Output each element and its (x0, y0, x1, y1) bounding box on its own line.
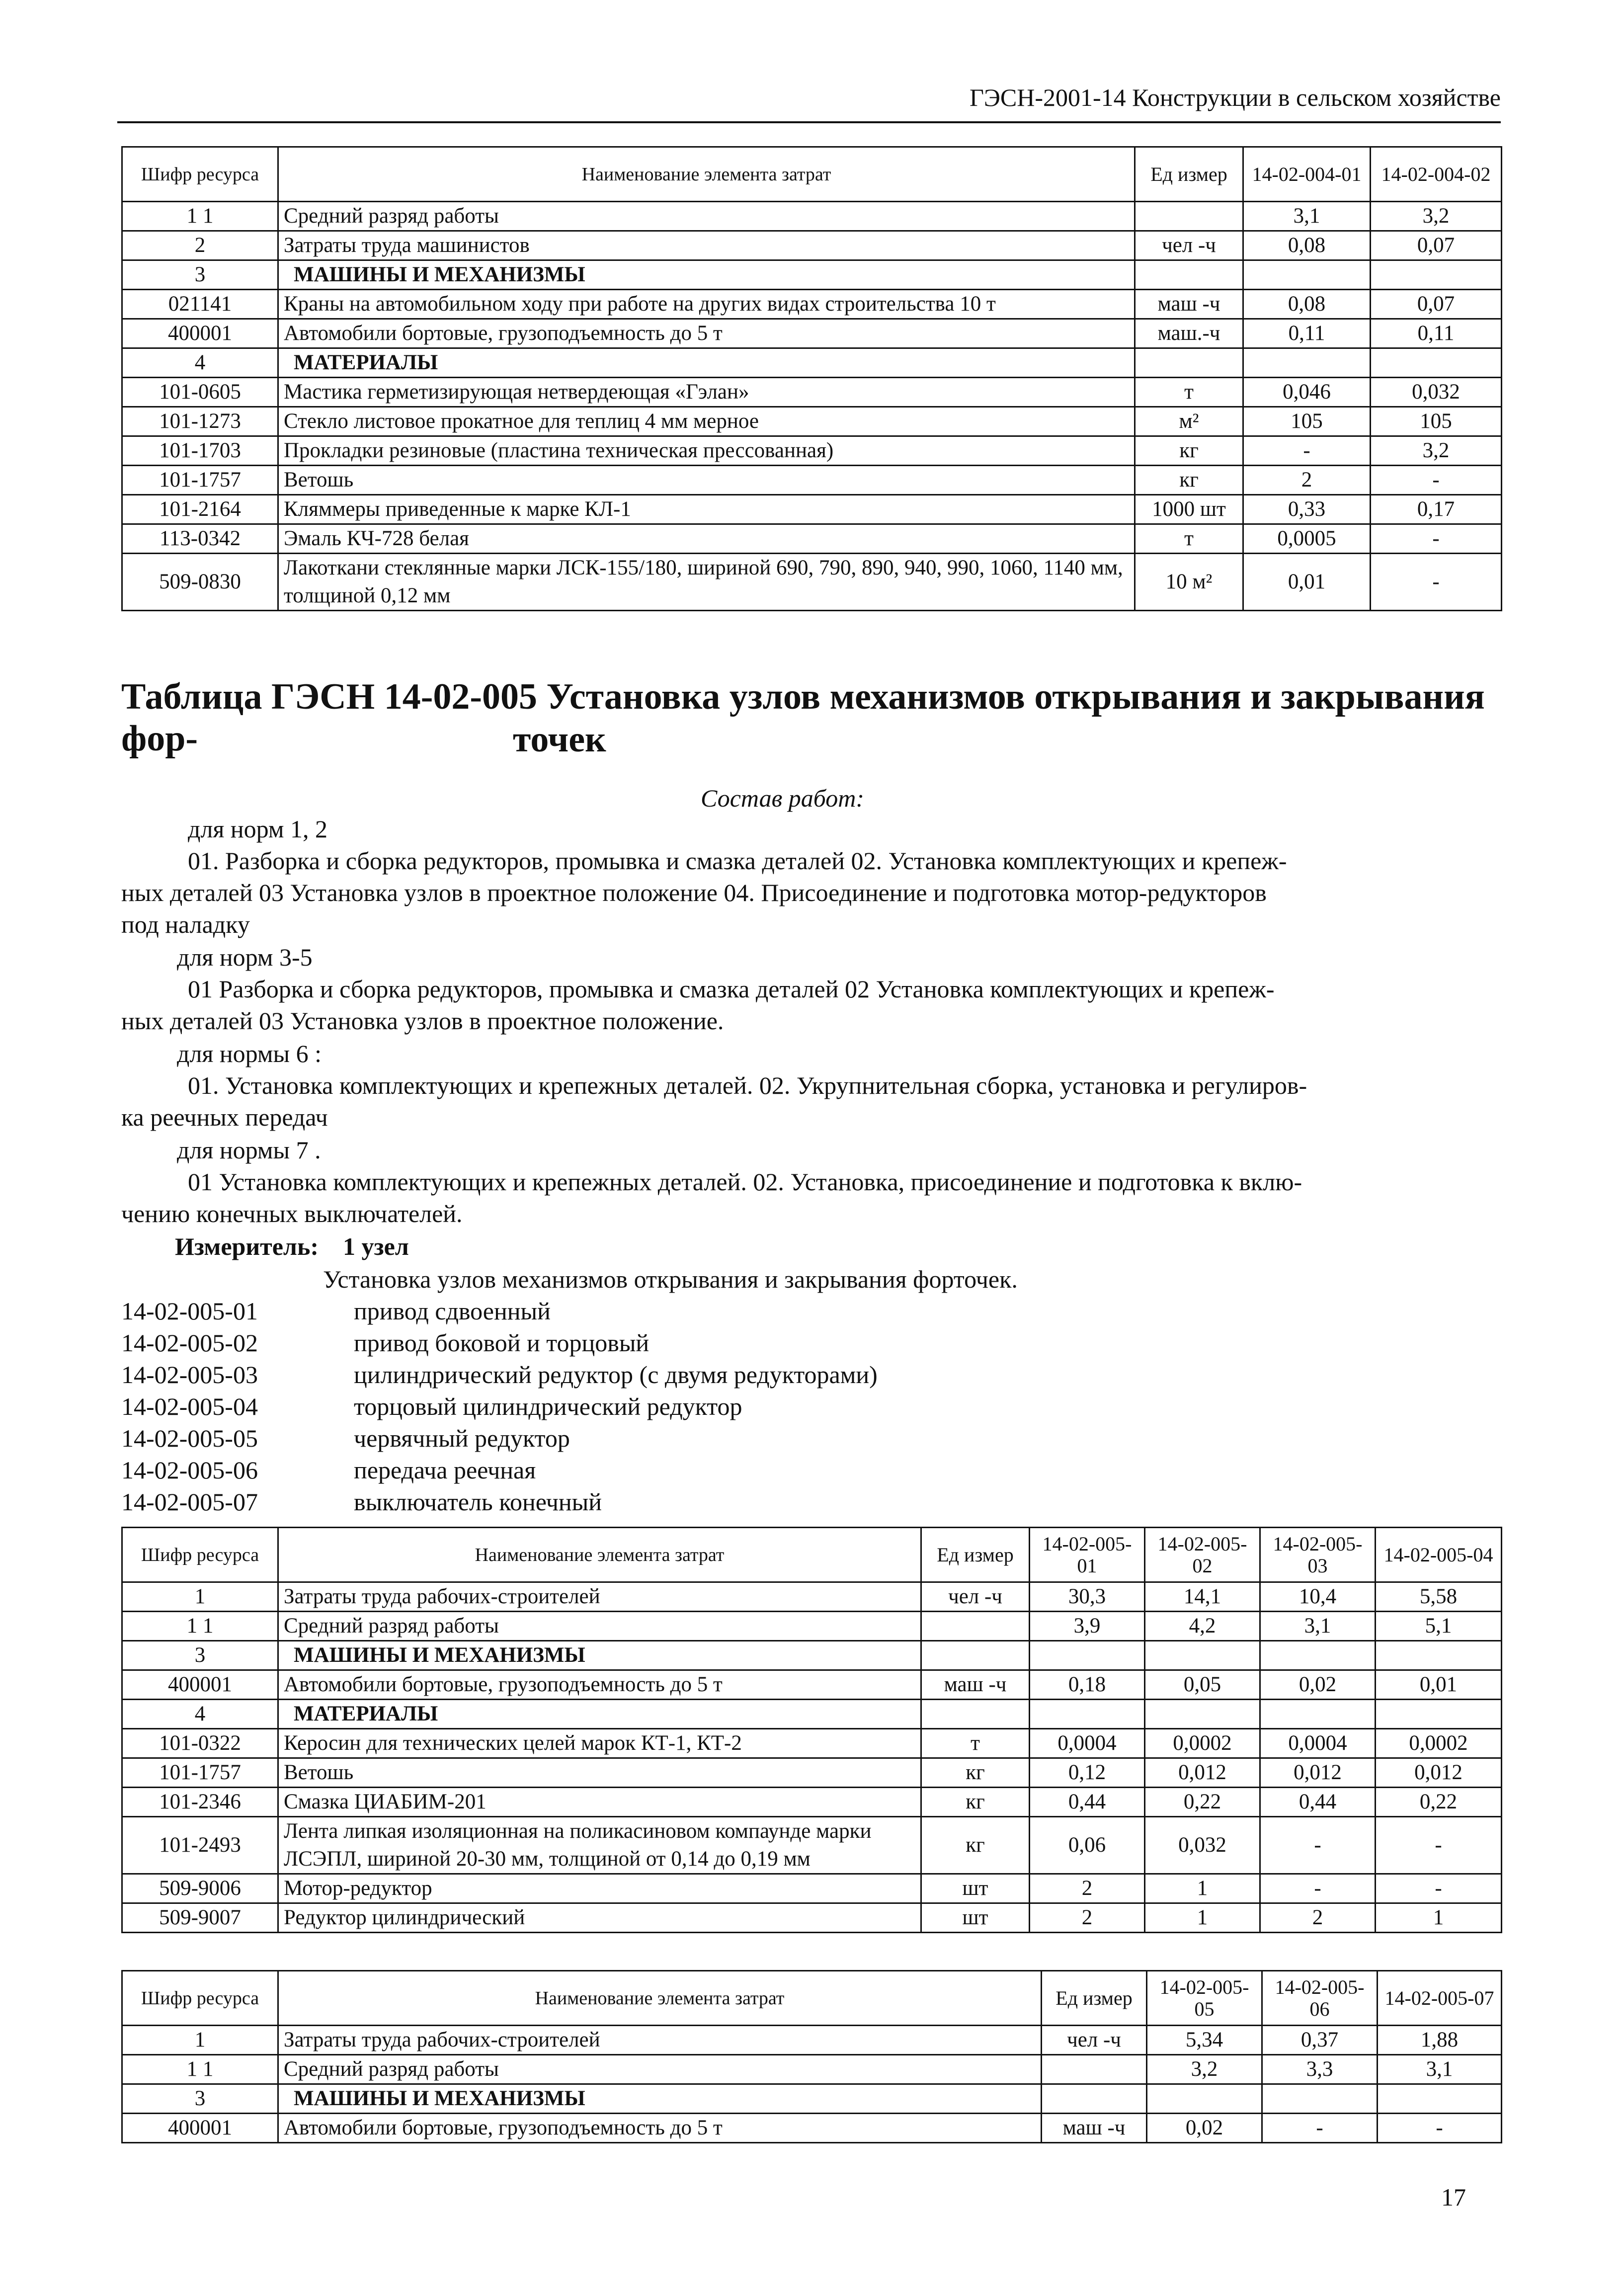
cell-unit (1042, 2055, 1147, 2084)
cell-cost-element: Автомобили бортовые, грузоподъемность до 5 т (278, 2114, 1042, 2143)
cell-norm-value: 10,4 (1260, 1582, 1376, 1612)
cell-unit: т (1135, 378, 1243, 407)
cell-norm-value: 0,012 (1376, 1758, 1502, 1788)
cell-resource-code: 113-0342 (122, 524, 278, 554)
cell-norm-value: 0,07 (1371, 231, 1502, 260)
norm-description: привод сдвоенный (354, 1297, 551, 1325)
text-line: 01 Разборка и сборка редукторов, промывка и смазка деталей 02 Установка комплектующих и крепеж- (188, 975, 1275, 1003)
cell-resource-code: 2 (122, 231, 278, 260)
cell-unit: кг (921, 1758, 1030, 1788)
cell-cost-element: Ветошь (278, 466, 1135, 495)
cell-norm-value: 0,44 (1260, 1788, 1376, 1817)
cell-norm-value: - (1371, 524, 1502, 554)
cell-resource-code: 509-9006 (122, 1874, 278, 1903)
cell-norm-value: 0,05 (1145, 1670, 1260, 1700)
text-line: ка реечных передач (121, 1103, 328, 1131)
cell-cost-element: Стекло листовое прокатное для теплиц 4 мм мерное (278, 407, 1135, 436)
cell-norm-value (1147, 2084, 1262, 2114)
cell-norm-value: 0,012 (1260, 1758, 1376, 1788)
col-header-norm: 14-02-005-01 (1030, 1528, 1145, 1582)
table-row (122, 1874, 1502, 1903)
col-header-norm: 14-02-004-02 (1371, 147, 1502, 202)
page-number: 17 (1441, 2183, 1466, 2211)
col-header-name: Наименование элемента затрат (278, 147, 1135, 202)
cell-norm-value (1378, 2084, 1502, 2114)
cell-norm-value: 3,2 (1147, 2055, 1262, 2084)
cell-unit: т (1135, 524, 1243, 554)
text-line: 01. Разборка и сборка редукторов, промывка и смазка деталей 02. Установка комплектующих и крепеж- (188, 847, 1287, 875)
cell-norm-value: - (1378, 2114, 1502, 2143)
cell-norm-value: 0,11 (1371, 319, 1502, 348)
cell-norm-value: 0,0002 (1376, 1729, 1502, 1758)
cell-norm-value: 2 (1030, 1903, 1145, 1933)
cell-norm-value: 0,0004 (1030, 1729, 1145, 1758)
cell-resource-code: 101-1757 (122, 466, 278, 495)
norm-code: 14-02-005-06 (121, 1456, 258, 1484)
cell-cost-element: Смазка ЦИАБИМ-201 (278, 1788, 921, 1817)
cell-norm-value: 3,1 (1243, 202, 1371, 231)
norm-description: червячный редуктор (354, 1424, 570, 1452)
cell-unit (1135, 202, 1243, 231)
norm-code: 14-02-005-01 (121, 1297, 258, 1325)
cell-resource-code: 1 (122, 1582, 278, 1612)
cell-norm-value: 0,08 (1243, 290, 1371, 319)
col-header-unit: Ед измер (921, 1528, 1030, 1582)
cell-cost-element: МАТЕРИАЛЫ (278, 1700, 921, 1729)
cell-norm-value (1030, 1641, 1145, 1670)
norm-code: 14-02-005-04 (121, 1393, 258, 1420)
table-row (122, 2114, 1502, 2143)
table-row (122, 1817, 1502, 1874)
cell-cost-element: Кляммеры приведенные к марке КЛ-1 (278, 495, 1135, 524)
table-row (122, 1612, 1502, 1641)
cell-resource-code: 021141 (122, 290, 278, 319)
cell-norm-value: 5,58 (1376, 1582, 1502, 1612)
cell-unit: кг (1135, 436, 1243, 466)
composition-heading: Состав работ: (701, 784, 865, 812)
text-line: для нормы 7 . (177, 1136, 321, 1164)
cell-norm-value: 3,3 (1262, 2055, 1378, 2084)
cell-unit: маш -ч (1042, 2114, 1147, 2143)
cell-resource-code: 101-0322 (122, 1729, 278, 1758)
col-header-name: Наименование элемента затрат (278, 1971, 1042, 2026)
cell-resource-code: 3 (122, 260, 278, 290)
table-row (122, 1700, 1502, 1729)
cell-resource-code: 1 1 (122, 202, 278, 231)
cell-norm-value (1030, 1700, 1145, 1729)
cell-cost-element: МАШИНЫ И МЕХАНИЗМЫ (278, 2084, 1042, 2114)
cell-cost-element: Затраты труда машинистов (278, 231, 1135, 260)
text-line: чению конечных выключателей. (121, 1200, 463, 1228)
cell-norm-value: 0,01 (1243, 554, 1371, 611)
cell-norm-value: 0,08 (1243, 231, 1371, 260)
cell-unit: кг (1135, 466, 1243, 495)
cell-resource-code: 1 (122, 2026, 278, 2055)
running-header: ГЭСН-2001-14 Конструкции в сельском хозяйстве (970, 83, 1501, 111)
cell-norm-value (1243, 260, 1371, 290)
norm-code: 14-02-005-03 (121, 1361, 258, 1389)
col-header-norm: 14-02-005-05 (1147, 1971, 1262, 2026)
norm-code: 14-02-005-05 (121, 1424, 258, 1452)
cell-resource-code: 101-1757 (122, 1758, 278, 1788)
table-row (122, 1670, 1502, 1700)
table-row (122, 348, 1502, 378)
resource-table-14-02-005-a (121, 1527, 1502, 1933)
cell-norm-value (1376, 1700, 1502, 1729)
cell-norm-value: 0,22 (1376, 1788, 1502, 1817)
norm-code: 14-02-005-07 (121, 1488, 258, 1516)
cell-norm-value: - (1376, 1874, 1502, 1903)
cell-resource-code: 3 (122, 1641, 278, 1670)
cell-resource-code: 1 1 (122, 2055, 278, 2084)
cell-unit: чел -ч (1135, 231, 1243, 260)
table-row (122, 319, 1502, 348)
text-line: для нормы 6 : (177, 1040, 322, 1067)
cell-norm-value (1376, 1641, 1502, 1670)
cell-resource-code: 101-0605 (122, 378, 278, 407)
cell-unit (921, 1700, 1030, 1729)
cell-norm-value (1260, 1641, 1376, 1670)
cell-norm-value: 3,1 (1378, 2055, 1502, 2084)
cell-norm-value: 1 (1145, 1903, 1260, 1933)
cell-norm-value (1145, 1700, 1260, 1729)
cell-norm-value: 0,02 (1260, 1670, 1376, 1700)
table-row (122, 231, 1502, 260)
col-header-code: Шифр ресурса (122, 1971, 278, 2026)
text-line: ных деталей 03 Установка узлов в проектное положение 04. Присоединение и подготовка мотор-редукторов (121, 879, 1267, 906)
cell-norm-value: 14,1 (1145, 1582, 1260, 1612)
cell-norm-value: 0,06 (1030, 1817, 1145, 1874)
cell-norm-value: 0,12 (1030, 1758, 1145, 1788)
cell-norm-value: 3,2 (1371, 202, 1502, 231)
norm-description: передача реечная (354, 1456, 536, 1484)
col-header-unit: Ед измер (1042, 1971, 1147, 2026)
cell-norm-value: 0,0002 (1145, 1729, 1260, 1758)
cell-norm-value: - (1376, 1817, 1502, 1874)
table-header-row (122, 147, 1502, 202)
table-row (122, 524, 1502, 554)
table-header-row (122, 1971, 1502, 2026)
cell-cost-element: Лента липкая изоляционная на поликасиновом компаунде марки ЛСЭПЛ, шириной 20-30 мм, толщиной от 0,14 до 0,19 мм (278, 1817, 921, 1874)
table-row (122, 2026, 1502, 2055)
cell-resource-code: 4 (122, 348, 278, 378)
table-row (122, 1758, 1502, 1788)
cell-resource-code: 400001 (122, 1670, 278, 1700)
col-header-norm: 14-02-005-03 (1260, 1528, 1376, 1582)
cell-norm-value: 3,1 (1260, 1612, 1376, 1641)
table-row (122, 554, 1502, 611)
table-row (122, 495, 1502, 524)
cell-resource-code: 509-9007 (122, 1903, 278, 1933)
norms-subtitle: Установка узлов механизмов открывания и закрывания форточек. (323, 1265, 1018, 1293)
cell-cost-element: МАШИНЫ И МЕХАНИЗМЫ (278, 1641, 921, 1670)
cell-unit: маш.-ч (1135, 319, 1243, 348)
cell-resource-code: 101-2493 (122, 1817, 278, 1874)
cell-norm-value: 0,22 (1145, 1788, 1260, 1817)
cell-unit (1135, 260, 1243, 290)
table-row (122, 436, 1502, 466)
measure-value: 1 узел (343, 1232, 409, 1260)
cell-cost-element: Затраты труда рабочих-строителей (278, 2026, 1042, 2055)
col-header-norm: 14-02-005-04 (1376, 1528, 1502, 1582)
cell-norm-value: - (1371, 466, 1502, 495)
cell-norm-value: 0,18 (1030, 1670, 1145, 1700)
table-row (122, 2055, 1502, 2084)
cell-norm-value: 0,07 (1371, 290, 1502, 319)
norm-code: 14-02-005-02 (121, 1329, 258, 1357)
cell-cost-element: МАТЕРИАЛЫ (278, 348, 1135, 378)
cell-unit: шт (921, 1903, 1030, 1933)
cell-unit: м² (1135, 407, 1243, 436)
cell-norm-value: 5,1 (1376, 1612, 1502, 1641)
cell-unit (921, 1641, 1030, 1670)
cell-norm-value: 2 (1243, 466, 1371, 495)
cell-cost-element: Краны на автомобильном ходу при работе на других видах строительства 10 т (278, 290, 1135, 319)
cell-norm-value (1262, 2084, 1378, 2114)
table-row (122, 202, 1502, 231)
cell-norm-value: 0,032 (1145, 1817, 1260, 1874)
cell-unit: чел -ч (1042, 2026, 1147, 2055)
cell-norm-value: - (1371, 554, 1502, 611)
cell-norm-value (1371, 260, 1502, 290)
cell-norm-value: 2 (1260, 1903, 1376, 1933)
cell-norm-value: 30,3 (1030, 1582, 1145, 1612)
col-header-name: Наименование элемента затрат (278, 1528, 921, 1582)
cell-norm-value: 0,33 (1243, 495, 1371, 524)
cell-cost-element: Ветошь (278, 1758, 921, 1788)
cell-resource-code: 101-2346 (122, 1788, 278, 1817)
text-line: для норм 3-5 (177, 943, 313, 971)
cell-resource-code: 1 1 (122, 1612, 278, 1641)
header-rule (117, 121, 1501, 123)
col-header-code: Шифр ресурса (122, 1528, 278, 1582)
cell-unit: т (921, 1729, 1030, 1758)
col-header-unit: Ед измер (1135, 147, 1243, 202)
cell-resource-code: 101-2164 (122, 495, 278, 524)
cell-norm-value: 3,2 (1371, 436, 1502, 466)
col-header-norm: 14-02-004-01 (1243, 147, 1371, 202)
cell-norm-value: 0,11 (1243, 319, 1371, 348)
cell-cost-element: Керосин для технических целей марок КТ-1, КТ-2 (278, 1729, 921, 1758)
col-header-code: Шифр ресурса (122, 147, 278, 202)
cell-cost-element: Редуктор цилиндрический (278, 1903, 921, 1933)
norm-description: цилиндрический редуктор (с двумя редукторами) (354, 1361, 878, 1389)
section-title-continued: точек (513, 719, 606, 760)
cell-unit (1042, 2084, 1147, 2114)
col-header-norm: 14-02-005-07 (1378, 1971, 1502, 2026)
resource-table-14-02-004 (121, 146, 1502, 611)
cell-norm-value: 0,01 (1376, 1670, 1502, 1700)
cell-cost-element: Средний разряд работы (278, 1612, 921, 1641)
cell-norm-value: 0,17 (1371, 495, 1502, 524)
cell-norm-value: 0,44 (1030, 1788, 1145, 1817)
cell-resource-code: 101-1273 (122, 407, 278, 436)
cell-cost-element: Лакоткани стеклянные марки ЛСК-155/180, шириной 690, 790, 890, 940, 990, 1060, 1140 мм, толщиной 0,12 мм (278, 554, 1135, 611)
table-row (122, 1729, 1502, 1758)
table-row (122, 466, 1502, 495)
table-row (122, 290, 1502, 319)
cell-unit (921, 1612, 1030, 1641)
cell-unit: кг (921, 1817, 1030, 1874)
cell-norm-value: 3,9 (1030, 1612, 1145, 1641)
cell-resource-code: 400001 (122, 2114, 278, 2143)
cell-resource-code: 509-0830 (122, 554, 278, 611)
section-title: Таблица ГЭСН 14-02-005 Установка узлов механизмов открывания и закрывания фор- (121, 676, 1485, 759)
cell-unit: шт (921, 1874, 1030, 1903)
table-row (122, 1641, 1502, 1670)
cell-norm-value: 4,2 (1145, 1612, 1260, 1641)
cell-norm-value: 0,012 (1145, 1758, 1260, 1788)
cell-norm-value: - (1260, 1817, 1376, 1874)
cell-norm-value: 1 (1145, 1874, 1260, 1903)
cell-cost-element: Средний разряд работы (278, 202, 1135, 231)
col-header-norm: 14-02-005-02 (1145, 1528, 1260, 1582)
cell-unit: 10 м² (1135, 554, 1243, 611)
text-line: под наладку (121, 910, 250, 938)
table-row (122, 2084, 1502, 2114)
cell-cost-element: Средний разряд работы (278, 2055, 1042, 2084)
table-row (122, 1903, 1502, 1933)
cell-norm-value (1371, 348, 1502, 378)
cell-cost-element: Прокладки резиновые (пластина техническая прессованная) (278, 436, 1135, 466)
measure-label: Измеритель: (175, 1232, 319, 1260)
cell-norm-value: 0,0004 (1260, 1729, 1376, 1758)
cell-norm-value (1260, 1700, 1376, 1729)
cell-norm-value: 0,032 (1371, 378, 1502, 407)
cell-norm-value: 5,34 (1147, 2026, 1262, 2055)
table-row (122, 260, 1502, 290)
text-line: 01 Установка комплектующих и крепежных деталей. 02. Установка, присоединение и подготовка к вклю- (188, 1168, 1302, 1196)
cell-norm-value: 0,0005 (1243, 524, 1371, 554)
cell-norm-value (1243, 348, 1371, 378)
cell-unit: кг (921, 1788, 1030, 1817)
cell-cost-element: МАШИНЫ И МЕХАНИЗМЫ (278, 260, 1135, 290)
cell-cost-element: Затраты труда рабочих-строителей (278, 1582, 921, 1612)
cell-norm-value: 0,37 (1262, 2026, 1378, 2055)
cell-norm-value: 105 (1371, 407, 1502, 436)
resource-table-14-02-005-b (121, 1970, 1502, 2143)
text-line: для норм 1, 2 (188, 815, 328, 843)
cell-norm-value: 1,88 (1378, 2026, 1502, 2055)
norm-description: торцовый цилиндрический редуктор (354, 1393, 742, 1420)
cell-norm-value: 0,046 (1243, 378, 1371, 407)
cell-unit: маш -ч (1135, 290, 1243, 319)
cell-cost-element: Автомобили бортовые, грузоподъемность до 5 т (278, 319, 1135, 348)
cell-cost-element: Эмаль КЧ-728 белая (278, 524, 1135, 554)
cell-cost-element: Мотор-редуктор (278, 1874, 921, 1903)
cell-unit (1135, 348, 1243, 378)
cell-resource-code: 400001 (122, 319, 278, 348)
cell-norm-value: - (1243, 436, 1371, 466)
table-row (122, 407, 1502, 436)
table-row (122, 378, 1502, 407)
cell-norm-value: 2 (1030, 1874, 1145, 1903)
text-line: 01. Установка комплектующих и крепежных деталей. 02. Укрупнительная сборка, установка и регулиров- (188, 1071, 1307, 1099)
cell-norm-value: 105 (1243, 407, 1371, 436)
cell-resource-code: 101-1703 (122, 436, 278, 466)
cell-norm-value: 1 (1376, 1903, 1502, 1933)
cell-unit: 1000 шт (1135, 495, 1243, 524)
text-line: ных деталей 03 Установка узлов в проектное положение. (121, 1007, 724, 1035)
cell-cost-element: Мастика герметизирующая нетвердеющая «Гэлан» (278, 378, 1135, 407)
cell-resource-code: 4 (122, 1700, 278, 1729)
col-header-norm: 14-02-005-06 (1262, 1971, 1378, 2026)
cell-unit: маш -ч (921, 1670, 1030, 1700)
cell-norm-value: 0,02 (1147, 2114, 1262, 2143)
cell-norm-value: - (1262, 2114, 1378, 2143)
norm-description: выключатель конечный (354, 1488, 602, 1516)
cell-cost-element: Автомобили бортовые, грузоподъемность до 5 т (278, 1670, 921, 1700)
cell-resource-code: 3 (122, 2084, 278, 2114)
table-header-row (122, 1528, 1502, 1582)
norm-description: привод боковой и торцовый (354, 1329, 650, 1357)
cell-unit: чел -ч (921, 1582, 1030, 1612)
table-row (122, 1788, 1502, 1817)
cell-norm-value (1145, 1641, 1260, 1670)
cell-norm-value: - (1260, 1874, 1376, 1903)
table-row (122, 1582, 1502, 1612)
